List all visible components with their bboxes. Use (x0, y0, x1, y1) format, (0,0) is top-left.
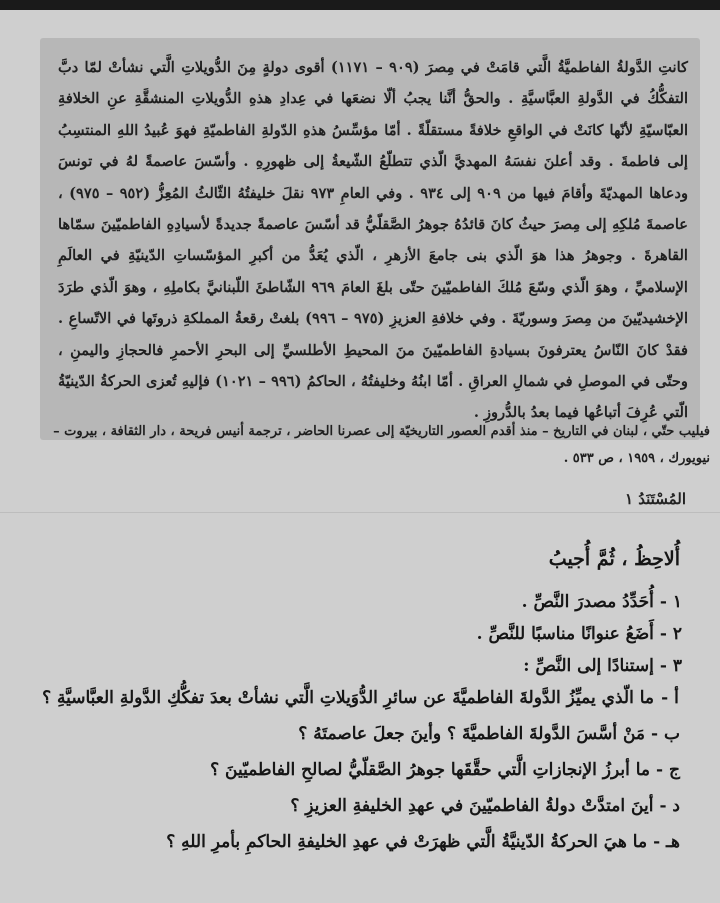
subquestion-a (20, 688, 680, 708)
question-1 (22, 592, 682, 612)
passage-text: كانتِ الدَّولةُ الفاطميَّةُ الَّتي قامَتْ في مِصرَ (٩٠٩ – ١١٧١) أقوى دولةٍ مِنَ الدُّويلاتِ الَّتي نشأتْ لمّا دبَّ التفكُّكُ في الدَّولةِ العبَّاسيَّةِ . والحقُّ أنَّنا يجبُ ألّا نضعَها في عِدادِ هذهِ الدُّويلاتِ المنشقَّةِ عنِ الخلافةِ العبّاسيّةِ لأنّها كانَتْ في الواقعِ خلافةً مستقلّةً . أمّا مؤسِّسُ هذهِ الدّولةِ الفاطميّةِ فهوَ عُبيدُ اللهِ المنتسِبُ إلى فاطمةَ . وقد أعلنَ نفسَهُ المهديَّ الّذي تتطلّعُ الشّيعةُ إلى ظهورِهِ . وأسّسَ عاصمةً لهُ في تونسَ ودعاها المهديّةَ وأقامَ فيها من ٩٠٩ إلى ٩٣٤ . وفي العامِ ٩٧٣ نقلَ خليفتُهُ الثّالثُ المُعِزُّ (٩٥٢ – ٩٧٥) ، عاصمةَ مُلكِهِ إلى مِصرَ حيثُ كانَ قائدُهُ جوهرُ الصَّقلّيُّ قد أسّسَ عاصمةً جديدةً لأسيادِهِ الفاطميّينَ سمّاها القاهرةَ . وجوهرُ هذا هوَ الّذي بنى جامعَ الأزهرِ ، الّذي يُعَدُّ من أكبرِ المؤسّساتِ الدّينيّةِ في العالَمِ الإسلاميِّ ، وهوَ الّذي وسّعَ مُلكَ الفاطميّينَ حتّى بلغَ العامَ ٩٦٩ الشّاطئَ اللّبنانيَّ بكاملِهِ ، وهوَ الّذي طرَدَ الإخشيديّينَ من مِصرَ وسوريّةَ . وفي خلافةِ العزيزِ (٩٧٥ – ٩٩٦) بلغتْ رقعةُ المملكةِ ذروتَها في الاتّساعِ . فقدْ كانَ النّاسُ يعترفونَ بسيادةِ الفاطميّينَ منَ المحيطِ الأطلسيِّ إلى البحرِ الأحمرِ فالحجازِ واليمنِ ، وحتّى في الموصلِ في شمالِ العراقِ . أمّا ابنُهُ وخليفتُهُ ، الحاكمُ (٩٩٦ – ١٠٢١) فإليهِ تُعزى الحركةُ الدّينيّةُ الّتي عُرِفَ أتباعُها فيما بعدُ بالدُّروزِ . (58, 59, 689, 422)
question-text: أُحَدِّدُ مصدرَ النَّصِّ . (521, 592, 654, 612)
subquestion-letter: ج - (656, 760, 680, 780)
subquestion-letter: هـ - (653, 832, 680, 852)
instruction-heading: أُلاحِظُ ، ثُمَّ أُجيبُ (548, 548, 680, 570)
subquestion-b (20, 724, 680, 744)
question-number: ١ - (659, 592, 682, 612)
subquestion-text: مَنْ أسَّسَ الدَّولةَ الفاطميَّةَ ؟ وأينَ جعلَ عاصمتَهُ ؟ (298, 724, 646, 744)
question-2 (22, 624, 682, 644)
subquestion-letter: ب - (651, 724, 680, 744)
question-number: ٢ - (659, 624, 682, 644)
subquestion-letter: أ - (661, 688, 679, 708)
document-label: المُسْتَنَدُ ١ (624, 490, 686, 508)
question-3 (22, 656, 682, 676)
subquestion-text: ما أبرزُ الإنجازاتِ الَّتي حقَّقَها جوهرُ الصَّقلّيُّ لصالحِ الفاطميّينَ ؟ (210, 760, 651, 780)
divider (0, 512, 720, 513)
question-number: ٣ - (659, 656, 682, 676)
subquestion-d (20, 796, 680, 816)
top-dark-edge (0, 0, 720, 10)
question-text: إستنادًا إلى النَّصِّ : (523, 656, 654, 676)
question-text: أَضَعُ عنوانًا مناسبًا للنَّصِّ . (476, 624, 654, 644)
subquestion-text: ما الّذي يميِّزُ الدَّولةَ الفاطميَّةَ عن سائرِ الدُّوَيلاتِ الَّتي نشأتْ بعدَ تفكُّكِ الدَّولةِ العبَّاسيَّةِ ؟ (42, 688, 654, 708)
subquestion-e (20, 832, 680, 852)
citation: فيليب حتّي ، لبنان في التاريخ – منذ أقدم العصور التاريخيّة إلى عصرنا الحاضر ، ترجمة أنيس فريحة ، دار الثقافة ، بيروت – نيويورك ، ١٩٥٩ ، ص ٥٣٣ . (53, 424, 710, 466)
subquestion-c (20, 760, 680, 780)
subquestion-text: ما هيَ الحركةُ الدّينيَّةُ الَّتي ظهرَتْ في عهدِ الخليفةِ الحاكمِ بأمرِ اللهِ ؟ (166, 832, 648, 852)
subquestion-letter: د - (659, 796, 680, 816)
subquestion-text: أينَ امتدَّتْ دولةُ الفاطميّينَ في عهدِ الخليفةِ العزيزِ ؟ (290, 796, 654, 816)
